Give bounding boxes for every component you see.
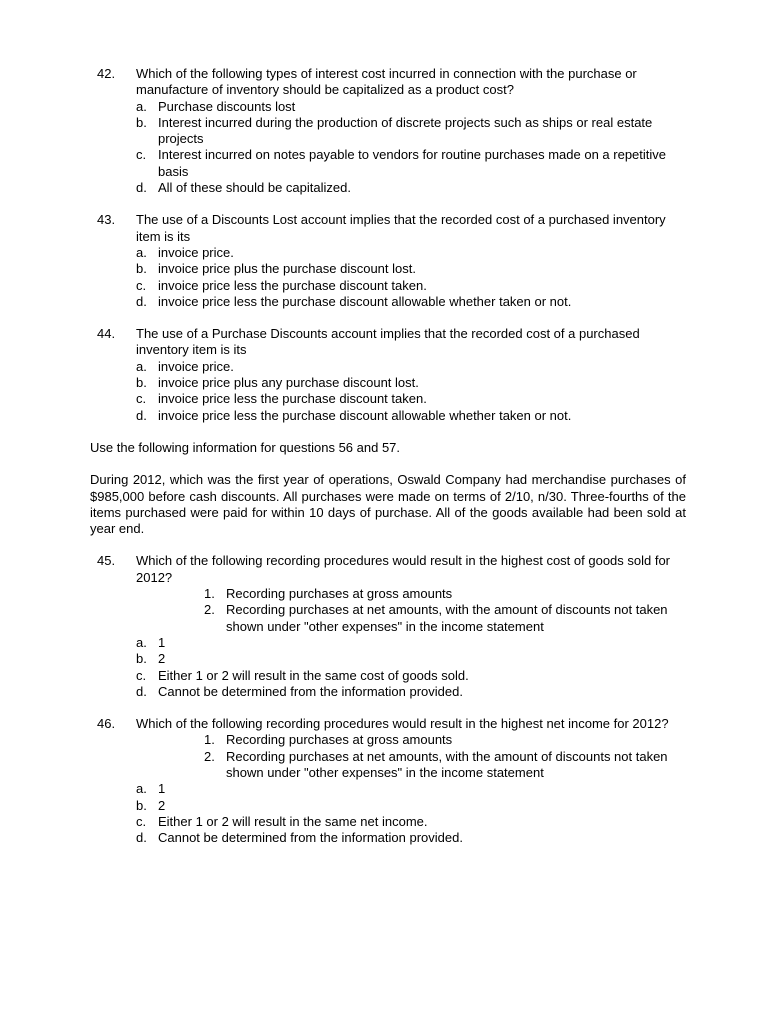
option-text: Interest incurred on notes payable to vendors for routine purchases made on a repetitive basis bbox=[158, 147, 667, 179]
option-letter: d. bbox=[136, 407, 147, 423]
option bbox=[136, 391, 686, 407]
option bbox=[136, 651, 686, 667]
option-letter: a. bbox=[136, 634, 147, 650]
question-number: 43. bbox=[97, 212, 116, 228]
question-stem: The use of a Purchase Discounts account implies that the recorded cost of a purchased inventory item is its bbox=[136, 326, 640, 358]
intro-text: Use the following information for questions 56 and 57. bbox=[90, 439, 401, 455]
option bbox=[136, 408, 686, 424]
procedure-list bbox=[136, 586, 686, 635]
question-43 bbox=[90, 212, 686, 310]
answer-options bbox=[136, 99, 686, 197]
procedure-list bbox=[136, 732, 686, 781]
answer-options bbox=[136, 781, 686, 846]
question-stem: Which of the following types of interest cost incurred in connection with the purchase or manufacture of inventory should be capitalized as a product cost? bbox=[136, 66, 637, 98]
option bbox=[136, 781, 686, 797]
procedure-number: 2. bbox=[204, 602, 215, 618]
procedure-item bbox=[204, 602, 686, 635]
question-44 bbox=[90, 326, 686, 424]
procedure-number: 1. bbox=[204, 732, 215, 748]
option-text: Interest incurred during the production of discrete projects such as ships or real estate projects bbox=[158, 114, 653, 147]
answer-options bbox=[136, 635, 686, 700]
option-text: Purchase discounts lost bbox=[158, 98, 296, 114]
option-letter: a. bbox=[136, 98, 147, 114]
option bbox=[136, 830, 686, 846]
option-text: invoice price less the purchase discount allowable whether taken or not. bbox=[158, 293, 572, 309]
option-text: Either 1 or 2 will result in the same net income. bbox=[158, 813, 428, 829]
option-letter: d. bbox=[136, 180, 147, 196]
option bbox=[136, 668, 686, 684]
option bbox=[136, 99, 686, 115]
option-letter: b. bbox=[136, 375, 147, 391]
answer-options bbox=[136, 359, 686, 424]
option-text: invoice price less the purchase discount taken. bbox=[158, 391, 427, 407]
option-letter: d. bbox=[136, 293, 147, 309]
option bbox=[136, 375, 686, 391]
option-text: invoice price less the purchase discount allowable whether taken or not. bbox=[158, 407, 572, 423]
option-text: invoice price less the purchase discount taken. bbox=[158, 277, 427, 293]
question-46 bbox=[90, 716, 686, 846]
question-number: 42. bbox=[97, 66, 116, 81]
option-text: invoice price. bbox=[158, 358, 234, 374]
option-letter: d. bbox=[136, 830, 147, 846]
option-text: invoice price. bbox=[158, 244, 234, 260]
option-letter: a. bbox=[136, 781, 147, 797]
question-stem: Which of the following recording procedures would result in the highest cost of goods sold for 2012? bbox=[136, 553, 671, 585]
procedure-item bbox=[204, 732, 686, 748]
option bbox=[136, 294, 686, 310]
option-text: 1 bbox=[158, 781, 166, 797]
question-stem: The use of a Discounts Lost account implies that the recorded cost of a purchased inventory item is its bbox=[136, 212, 666, 244]
option bbox=[136, 684, 686, 700]
option-text: 2 bbox=[158, 797, 166, 813]
option-text: All of these should be capitalized. bbox=[158, 180, 351, 196]
option bbox=[136, 359, 686, 375]
option-letter: a. bbox=[136, 358, 147, 374]
question-42 bbox=[90, 66, 686, 196]
question-number: 44. bbox=[97, 326, 116, 342]
option-letter: c. bbox=[136, 147, 147, 163]
option-letter: a. bbox=[136, 244, 147, 260]
option-text: Cannot be determined from the information provided. bbox=[158, 830, 463, 846]
procedure-number: 2. bbox=[204, 748, 215, 764]
option-text: invoice price plus any purchase discount lost. bbox=[158, 375, 419, 391]
option bbox=[136, 278, 686, 294]
question-stem: Which of the following recording procedures would result in the highest net income for 2012? bbox=[136, 716, 669, 732]
option-text: 1 bbox=[158, 634, 166, 650]
procedure-text: Recording purchases at gross amounts bbox=[226, 586, 453, 602]
procedure-text: Recording purchases at net amounts, with the amount of discounts not taken shown under "other expenses" in the income statement bbox=[226, 748, 668, 780]
option-text: invoice price plus the purchase discount lost. bbox=[158, 261, 416, 277]
option-letter: c. bbox=[136, 277, 147, 293]
procedure-text: Recording purchases at net amounts, with the amount of discounts not taken shown under "other expenses" in the income statement bbox=[226, 602, 668, 634]
question-45 bbox=[90, 553, 686, 700]
question-number: 45. bbox=[97, 553, 116, 569]
procedure-item bbox=[204, 749, 686, 782]
option-letter: b. bbox=[136, 261, 147, 277]
option bbox=[136, 261, 686, 277]
option-letter: c. bbox=[136, 667, 147, 683]
option bbox=[136, 798, 686, 814]
scenario-text: During 2012, which was the first year of operations, Oswald Company had merchandise purchases of $985,000 before cash discounts. All purchases were made on terms of 2/10, n/30. Three-fourths of the items purchased were paid for within 10 days of purchase. All of the goods available had been sold at year end. bbox=[90, 472, 686, 537]
option-letter: b. bbox=[136, 797, 147, 813]
option-letter: d. bbox=[136, 683, 147, 699]
answer-options bbox=[136, 245, 686, 310]
option-text: Cannot be determined from the information provided. bbox=[158, 683, 463, 699]
option-text: Either 1 or 2 will result in the same cost of goods sold. bbox=[158, 667, 469, 683]
option bbox=[136, 115, 686, 148]
question-number: 46. bbox=[97, 716, 116, 732]
option bbox=[136, 635, 686, 651]
option-letter: c. bbox=[136, 813, 147, 829]
procedure-number: 1. bbox=[204, 586, 215, 602]
option bbox=[136, 147, 686, 180]
option bbox=[136, 814, 686, 830]
option-letter: b. bbox=[136, 651, 147, 667]
procedure-item bbox=[204, 586, 686, 602]
option-text: 2 bbox=[158, 651, 166, 667]
option-letter: c. bbox=[136, 391, 147, 407]
option-letter: b. bbox=[136, 114, 147, 130]
option bbox=[136, 245, 686, 261]
option bbox=[136, 180, 686, 196]
procedure-text: Recording purchases at gross amounts bbox=[226, 732, 453, 748]
